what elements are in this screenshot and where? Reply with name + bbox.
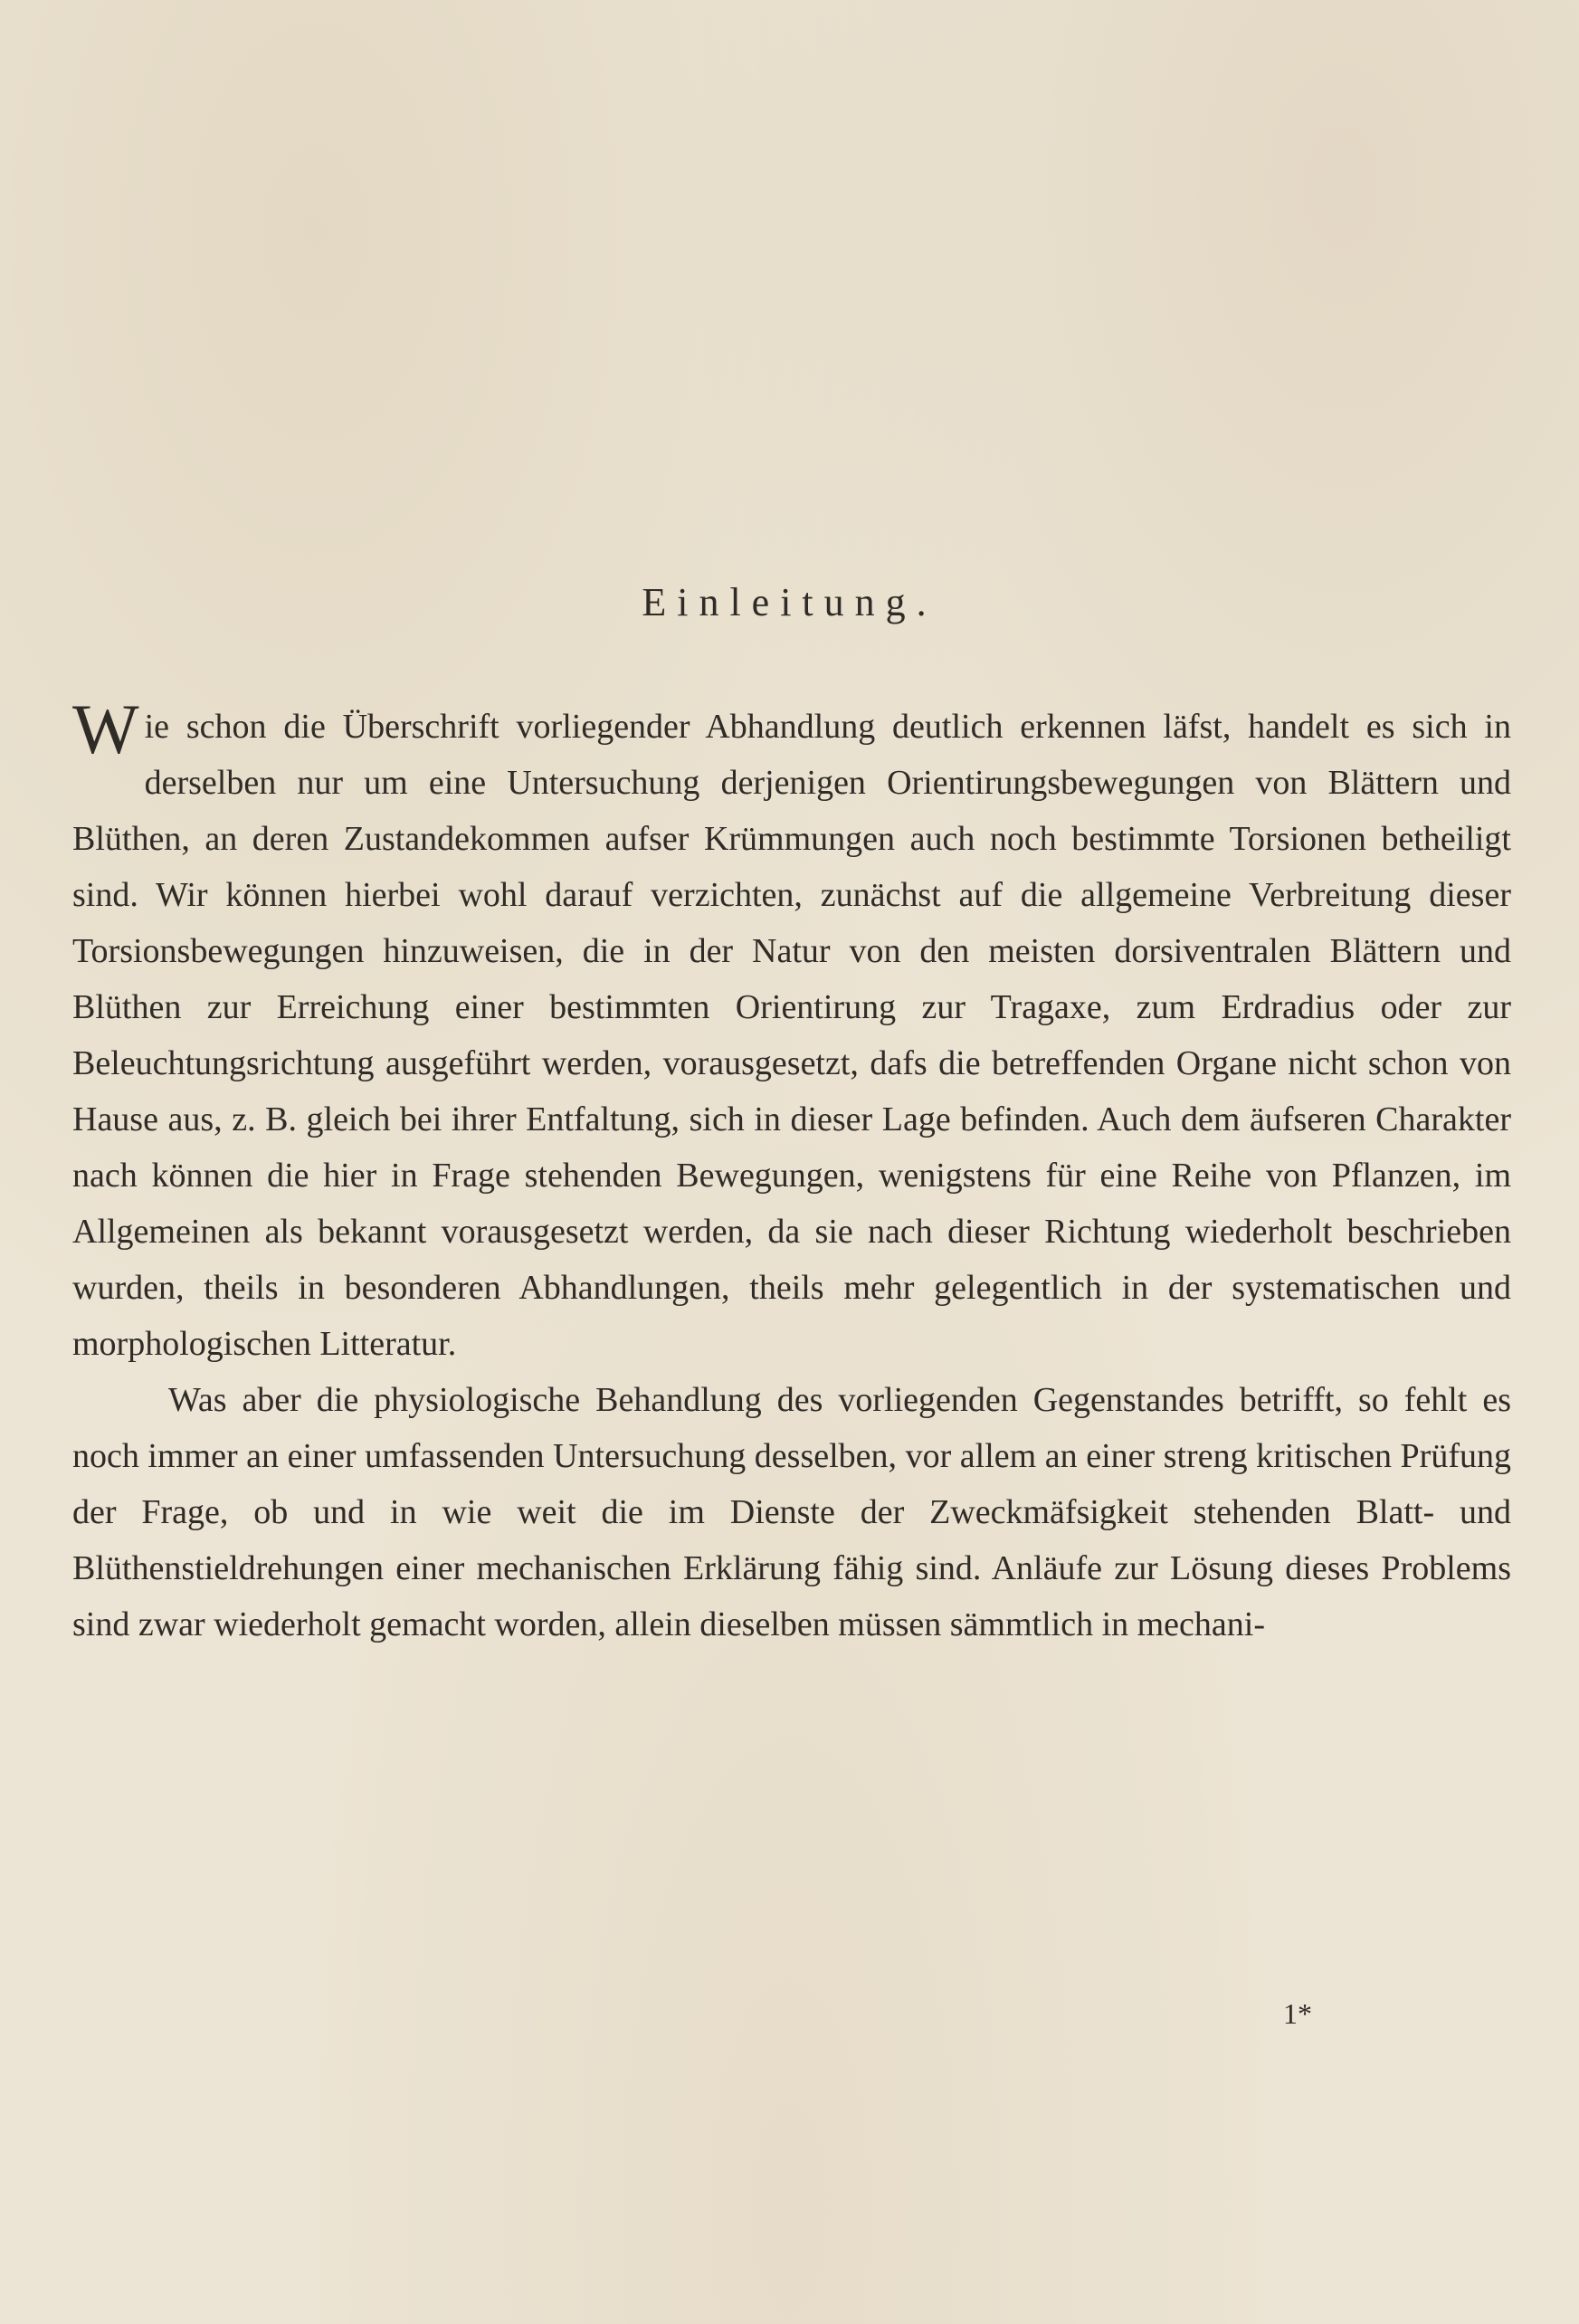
paragraph-2: Was aber die physiologische Behandlung des vorliegenden Gegenstandes betrifft, so fehlt es noch immer an einer umfassenden Untersuchung desselben, vor allem an einer streng kritischen Prüfung der Frage, ob und in wie weit die im Dienste der Zweckmäfsigkeit stehenden Blatt- und Blüthenstieldrehungen einer mechanischen Erklärung fähig sind. Anläufe zur Lösung dieses Problems sind zwar wiederholt gemacht worden, allein dieselben müssen sämmtlich in mechani- [72, 1381, 1511, 1643]
page-heading: Einleitung. [642, 580, 937, 624]
paragraph-1: Wie schon die Überschrift vorliegender Abhandlung deutlich erkennen läfst, handelt es sich in derselben nur um eine Untersuchung derjenigen Orientirungsbewegungen von Blättern und Blüthen, an deren Zustandekommen aufser Krümmungen auch noch bestimmte Torsionen betheiligt sind. Wir können hierbei wohl darauf verzichten, zunächst auf die allgemeine Verbreitung dieser Torsionsbewegungen hinzuweisen, die in der Natur von den meisten dorsiventralen Blättern und Blüthen zur Erreichung einer bestimmten Orientirung zur Tragaxe, zum Erdradius oder zur Beleuchtungsrichtung ausgeführt werden, vorausgesetzt, dafs die betreffenden Organe nicht schon von Hause aus, z. B. gleich bei ihrer Entfaltung, sich in dieser Lage befinden. Auch dem äufseren Charakter nach können die hier in Frage stehenden Bewegungen, wenigstens für eine Reihe von Pflanzen, im Allgemeinen als bekannt vorausgesetzt werden, da sie nach dieser Richtung wiederholt beschrieben wurden, theils in besonderen Abhandlungen, theils mehr gelegentlich in der systematischen und morphologischen Litteratur. [72, 690, 1511, 1363]
body-text [72, 690, 1511, 1653]
page-number: 1* [1283, 1997, 1312, 2030]
